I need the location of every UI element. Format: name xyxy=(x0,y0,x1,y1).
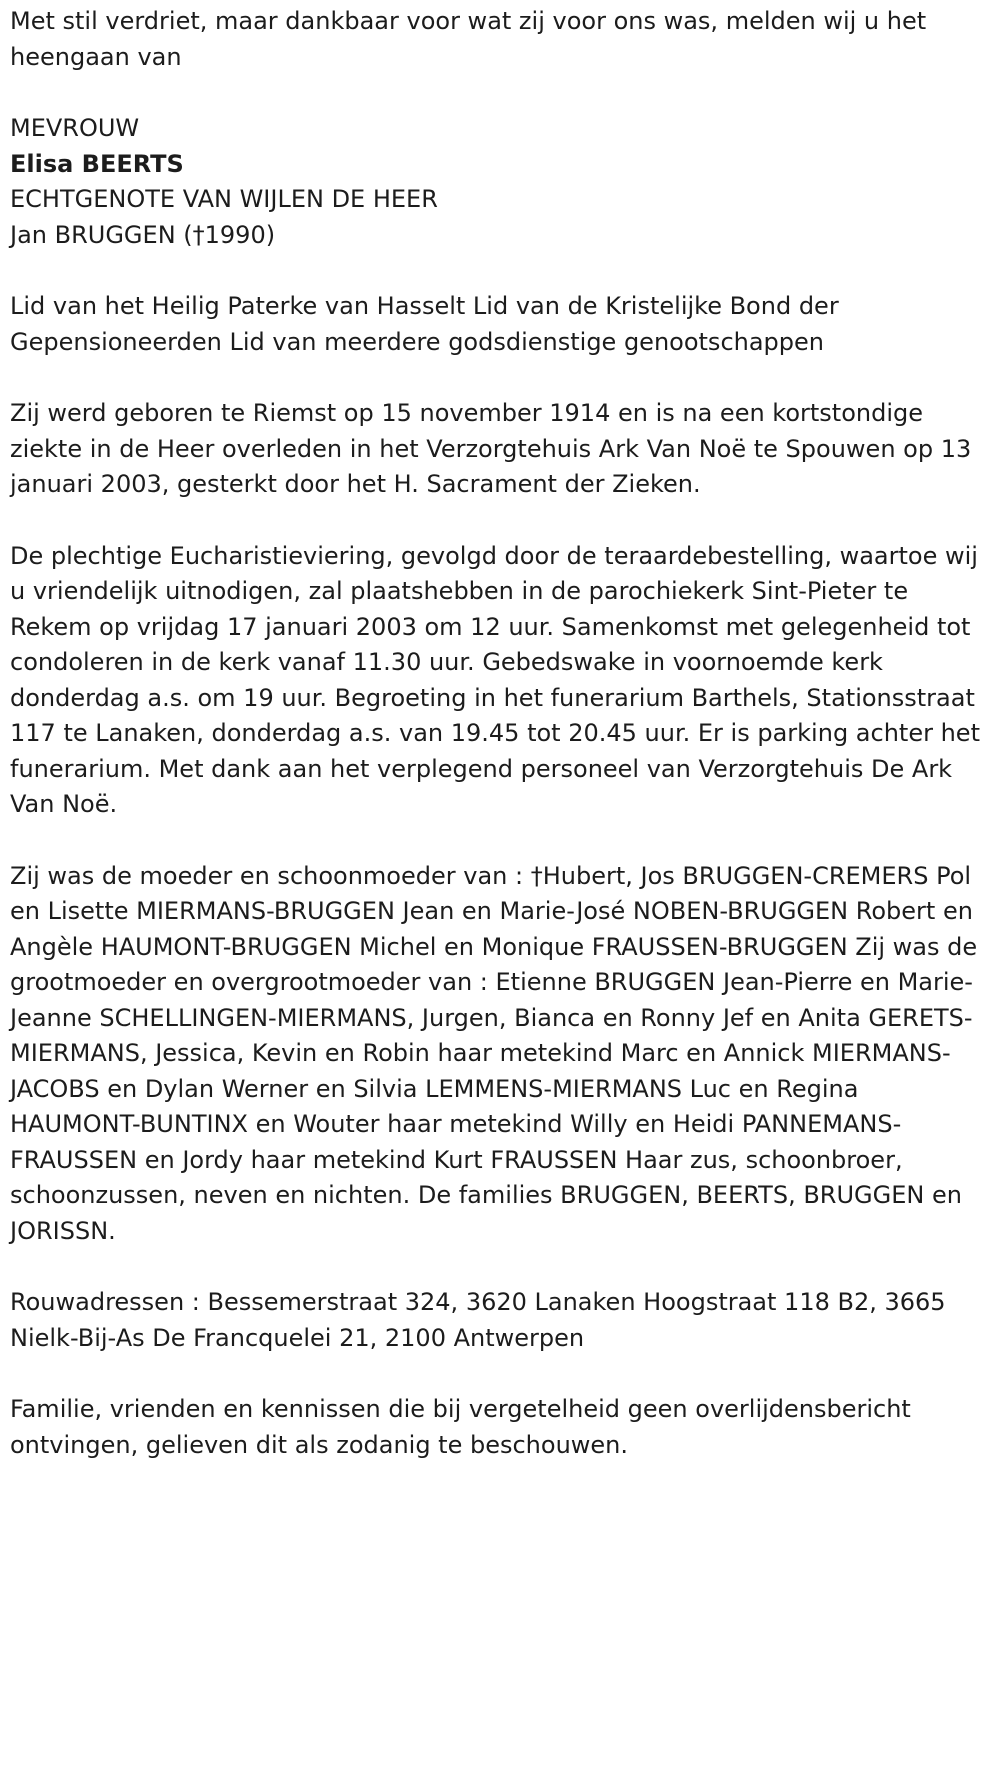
spacer xyxy=(10,253,985,289)
deceased-name: Elisa BEERTS xyxy=(10,149,184,178)
memberships-paragraph: Lid van het Heilig Paterke van Hasselt Lid van de Kristelijke Bond der Gepensioneerden Lid van meerdere godsdienstige genootschappen xyxy=(10,292,839,356)
closing-paragraph: Familie, vrienden en kennissen die bij vergetelheid geen overlijdensbericht ontvingen, gelieven dit als zodanig te beschouwen. xyxy=(10,1395,911,1459)
spouse-name: Jan BRUGGEN (†1990) xyxy=(10,220,276,249)
spacer xyxy=(10,503,985,539)
intro-paragraph: Met stil verdriet, maar dankbaar voor wat zij voor ons was, melden wij u het heengaan van xyxy=(10,7,927,71)
spacer xyxy=(10,823,985,859)
birth-death-paragraph: Zij werd geboren te Riemst op 15 november 1914 en is na een kortstondige ziekte in de Heer overleden in het Verzorgtehuis Ark Van Noë te Spouwen op 13 januari 2003, gesterkt door het H. Sacrament der Zieken. xyxy=(10,399,972,498)
obituary-notice xyxy=(10,4,985,1463)
spacer xyxy=(10,75,985,111)
addresses-paragraph: Rouwadressen : Bessemerstraat 324, 3620 Lanaken Hoogstraat 118 B2, 3665 Nielk-Bij-As De Francquelei 21, 2100 Antwerpen xyxy=(10,1288,946,1352)
spouse-title: ECHTGENOTE VAN WIJLEN DE HEER xyxy=(10,185,438,213)
spacer xyxy=(10,1249,985,1285)
ceremony-paragraph: De plechtige Eucharistieviering, gevolgd door de teraardebestelling, waartoe wij u vriendelijk uitnodigen, zal plaatshebben in de parochiekerk Sint-Pieter te Rekem op vrijdag 17 januari 2003 om 12 uur. Samenkomst met gelegenheid tot condoleren in de kerk vanaf 11.30 uur. Gebedswake in voornoemde kerk donderdag a.s. om 19 uur. Begroeting in het funerarium Barthels, Stationsstraat 117 te Lanaken, donderdag a.s. van 19.45 tot 20.45 uur. Er is parking achter het funerarium. Met dank aan het verplegend personeel van Verzorgtehuis De Ark Van Noë. xyxy=(10,541,980,818)
spacer xyxy=(10,1356,985,1392)
spacer xyxy=(10,360,985,396)
honorific: MEVROUW xyxy=(10,114,140,142)
family-paragraph: Zij was de moeder en schoonmoeder van : †Hubert, Jos BRUGGEN-CREMERS Pol en Lisette MIERMANS-BRUGGEN Jean en Marie-José NOBEN-BRUGGEN Robert en Angèle HAUMONT-BRUGGEN Michel en Monique FRAUSSEN-BRUGGEN Zij was de grootmoeder en overgrootmoeder van : Etienne BRUGGEN Jean-Pierre en Marie-Jeanne SCHELLINGEN-MIERMANS, Jurgen, Bianca en Ronny Jef en Anita GERETS-MIERMANS, Jessica, Kevin en Robin haar metekind Marc en Annick MIERMANS-JACOBS en Dylan Werner en Silvia LEMMENS-MIERMANS Luc en Regina HAUMONT-BUNTINX en Wouter haar metekind Willy en Heidi PANNEMANS-FRAUSSEN en Jordy haar metekind Kurt FRAUSSEN Haar zus, schoonbroer, schoonzussen, neven en nichten. De families BRUGGEN, BEERTS, BRUGGEN en JORISSN. xyxy=(10,861,978,1245)
